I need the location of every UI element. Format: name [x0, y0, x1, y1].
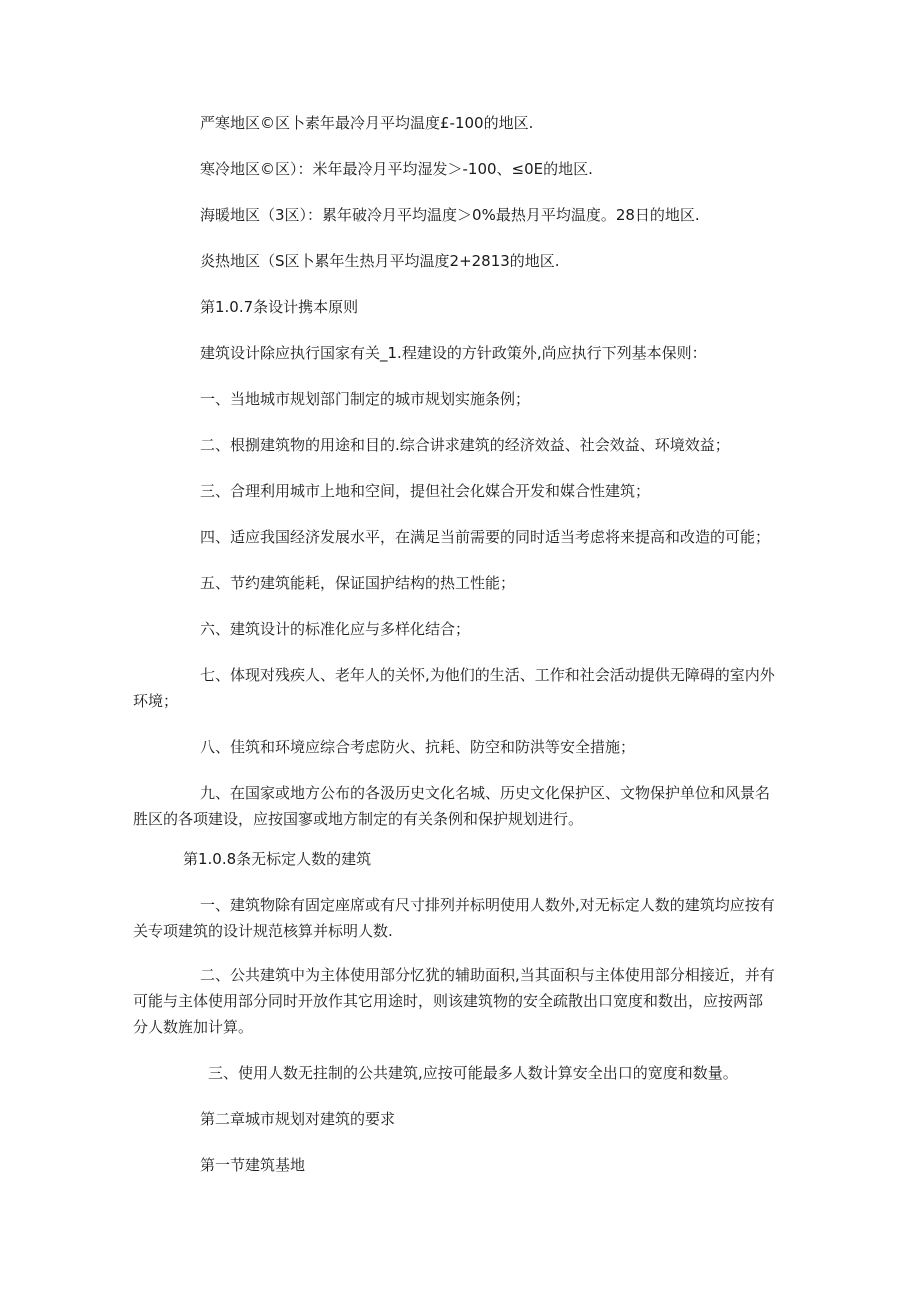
article-1-0-7-heading: 第1.0.7条设计携本原则	[200, 298, 359, 316]
principle-item-9-line-2: 胜区的各项建设，应按国寥或地方制定的有关条例和保护规划进行。	[133, 810, 584, 828]
principle-item-7	[133, 668, 775, 720]
climate-zone-hot: 炎热地区（S区卜累年生热月平均温度2+2813的地区.	[200, 252, 560, 270]
principle-item-3: 三、合理利用城市上地和空间，提但社会化媒合开发和媒合性建筑；	[200, 482, 651, 500]
clause-2-line-3: 分人数旌加计算。	[133, 1018, 254, 1036]
section-1-heading: 第一节建筑基地	[200, 1156, 306, 1174]
clause-1-line-1: 一、建筑物除有固定座席或有尺寸排列并标明使用人数外,对无标定人数的建筑均应按有	[200, 896, 775, 914]
principle-item-1: 一、当地城市规划部门制定的城市规划实施条例；	[200, 390, 531, 408]
climate-zone-cold: 寒冷地区©区）：米年最冷月平均湿发＞-100、≤0E的地区.	[200, 160, 593, 178]
article-1-0-7-intro: 建筑设计除应执行国家有关_1.程建设的方针政策外,尚应执行下列基本保则：	[200, 344, 707, 362]
principle-item-5: 五、节约建筑能耗，保证国护结构的热工性能；	[200, 574, 516, 592]
climate-zone-severe-cold: 严寒地区©区卜素年最冷月平均温度£-100的地区.	[200, 114, 534, 132]
chapter-2-heading: 第二章城市规划对建筑的要求	[200, 1110, 396, 1128]
article-1-0-8-heading: 第1.0.8条无标定人数的建筑	[183, 850, 372, 868]
climate-zone-warm: 海暖地区（3区）：累年破冷月平均温度＞0%最热月平均温度。28日的地区.	[200, 206, 700, 224]
principle-item-4: 四、适应我国经济发展水平，在满足当前需要的同时适当考虑将来提高和改造的可能；	[200, 528, 771, 546]
article-1-0-8-clause-2	[133, 968, 775, 1046]
article-1-0-8-clause-1	[133, 898, 775, 950]
article-1-0-8-clause-3: 三、使用人数无拄制的公共建筑,应按可能最多人数计算安全出口的宽度和数量。	[208, 1064, 738, 1082]
principle-item-7-line-2: 环境；	[133, 692, 179, 710]
principle-item-7-line-1: 七、体现对残疾人、老年人的关怀,为他们的生活、工作和社会活动提供无障碍的室内外	[200, 666, 775, 684]
principle-item-6: 六、建筑设计的标准化应与多样化结合；	[200, 620, 471, 638]
clause-1-line-2: 关专项建筑的设计规范核算并标明人数.	[133, 922, 393, 940]
clause-2-line-2: 可能与主体使用部分同时开放作其它用途时，则该建筑物的安全疏散出口宽度和数出，应按两部	[133, 992, 764, 1010]
principle-item-9	[133, 786, 770, 838]
principle-item-8: 八、佳筑和环境应综合考虑防火、抗耗、防空和防洪等安全措施；	[200, 738, 636, 756]
principle-item-2: 二、根捌建筑物的用途和目的.综合讲求建筑的经济效益、社会效益、环境效益；	[200, 436, 730, 454]
clause-2-line-1: 二、公共建筑中为主体使用部分忆犹的辅助面积,当其面积与主体使用部分相接近，并有	[200, 966, 775, 984]
principle-item-9-line-1: 九、在国家或地方公布的各汲历史文化名城、历史文化保护区、文物保护单位和风景名	[200, 784, 771, 802]
